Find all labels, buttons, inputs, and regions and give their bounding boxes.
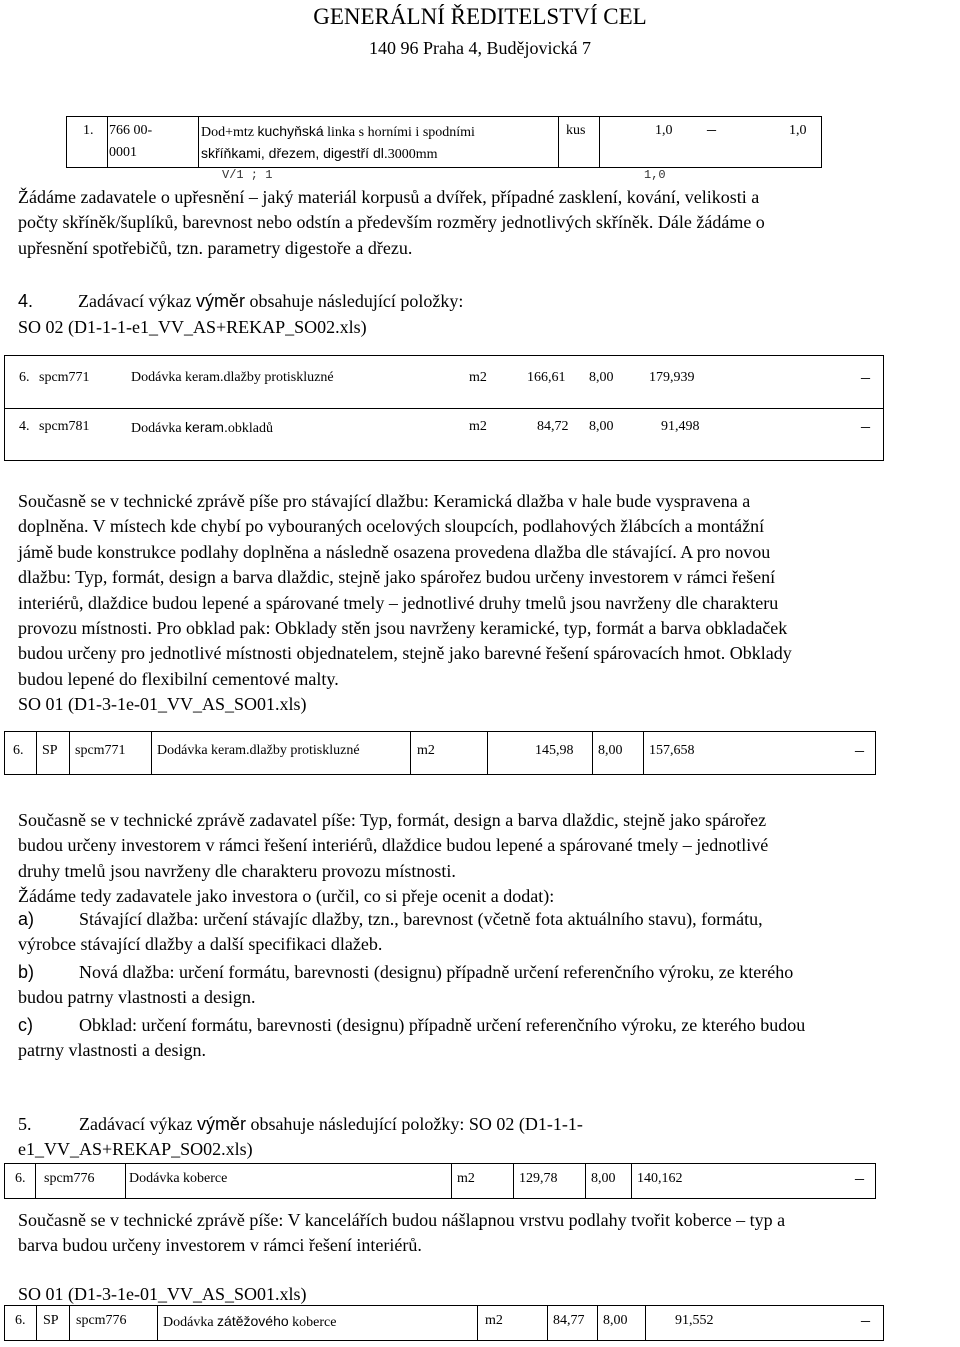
table-cell-desc bbox=[163, 1313, 336, 1331]
text-part: obsahuje následující položky: bbox=[249, 291, 464, 311]
table-cell-qty: 84,72 bbox=[537, 419, 569, 434]
desc-part: kuchyňská bbox=[257, 123, 324, 139]
list-text: patrny vlastnosti a design. bbox=[18, 1040, 206, 1061]
text-line: druhy tmelů jsou navrženy dle charakteru provozu místnosti. bbox=[18, 860, 456, 881]
table-cell-coef: 8,00 bbox=[598, 743, 623, 758]
list-item-a bbox=[18, 907, 763, 958]
text-part: výměr bbox=[195, 291, 245, 311]
text-line: jámě bude konstrukce podlahy doplněna a následně osazena provedena dlažba dle stávající. A pro novou bbox=[18, 541, 771, 562]
table-cell-total: 1,0 bbox=[789, 123, 807, 138]
desc-part: Dodávka bbox=[131, 421, 182, 436]
table-cell-desc: Dodávka koberce bbox=[129, 1171, 228, 1186]
list-text: Nová dlažba: určení formátu, barevnosti (designu) případně určení referenčního výroku, ze kterého bbox=[79, 962, 794, 982]
desc-part: keram. bbox=[185, 419, 228, 435]
text-part: Zadávací výkaz bbox=[78, 291, 192, 311]
table-cell-unit: m2 bbox=[457, 1171, 475, 1186]
list-marker: b) bbox=[18, 962, 35, 982]
text-line: budou určeny investorem v rámci řešení interiérů, dlaždice budou lepené a spárované tmely – jednotlivé bbox=[18, 835, 769, 856]
table-cell-qty: 1,0 bbox=[655, 123, 673, 138]
table-cell-qty: 166,61 bbox=[527, 370, 566, 385]
text-line: budou lepené do flexibilní cementové malty. bbox=[18, 668, 339, 689]
formula-left: V/1 ; 1 bbox=[222, 168, 273, 182]
text-line: barva budou určeny investorem v rámci řešení interiérů. bbox=[18, 1235, 422, 1256]
text-line: Žádáme zadavatele o upřesnění – jaký materiál korpusů a dvířek, případné zasklení, kování, velikosti a bbox=[18, 187, 760, 207]
section-4-file: SO 02 (D1-1-1-e1_VV_AS+REKAP_SO02.xls) bbox=[18, 317, 367, 337]
desc-part: Dod+mtz bbox=[201, 125, 254, 140]
table-cell-coef: 8,00 bbox=[589, 370, 614, 385]
table-cell-unit: m2 bbox=[469, 370, 487, 385]
desc-part: zátěžového bbox=[217, 1313, 289, 1329]
page-address: 140 96 Praha 4, Budějovická 7 bbox=[369, 38, 591, 58]
desc-part: 3000mm bbox=[387, 147, 438, 162]
list-text: budou patrny vlastnosti a design. bbox=[18, 987, 256, 1008]
table-cell-num: 4. bbox=[19, 419, 30, 434]
list-text: výrobce stávající dlažby a další specifikaci dlažeb. bbox=[18, 934, 383, 955]
list-item-c bbox=[18, 1013, 805, 1064]
table-cell-code: spcm776 bbox=[76, 1313, 127, 1328]
table-cell-num: 1. bbox=[83, 123, 94, 138]
text-line: Žádáme tedy zadavatele jako investora o (určil, co si přeje ocenit a dodat): bbox=[18, 886, 555, 907]
table-cell-num: 6. bbox=[15, 1313, 26, 1328]
table-cell-code: spcm771 bbox=[39, 370, 90, 385]
section-number: 5. bbox=[18, 1114, 32, 1134]
table-cell-qty: 145,98 bbox=[535, 743, 574, 758]
text-part: výměr bbox=[196, 1114, 246, 1134]
text-line: doplněna. V místech kde chybí po vybouraných ocelových sloupcích, podlahových žlábcích a montážní bbox=[18, 516, 765, 537]
list-text: Stávající dlažba: určení stávajíc dlažby, tzn., barevnost (včetně fota aktuálního stavu), formátu, bbox=[79, 909, 763, 929]
text-line: Současně se v technické zprávě zadavatel píše: Typ, formát, design a barva dlaždic, stejně jako spárořez bbox=[18, 810, 767, 830]
text-line: provozu místnosti. Pro obklad pak: Obklady stěn jsou navrženy keramické, typ, formát a barva obkladaček bbox=[18, 618, 788, 639]
para-request-1 bbox=[18, 185, 765, 261]
table-cell-code: 0001 bbox=[109, 145, 137, 160]
text-line: Současně se v technické zprávě píše pro stávající dlažbu: Keramická dlažba v hale bude vyspravena a bbox=[18, 491, 751, 511]
table-cell-dash: – bbox=[861, 367, 870, 387]
table-cell-code: spcm781 bbox=[39, 419, 90, 434]
table-carpet-so01 bbox=[4, 1305, 884, 1341]
table-cell-qty: 129,78 bbox=[519, 1171, 558, 1186]
table-cell-code: spcm776 bbox=[44, 1171, 95, 1186]
table-cell-unit: m2 bbox=[469, 419, 487, 434]
table-carpet bbox=[4, 1163, 876, 1199]
list-item-b bbox=[18, 960, 793, 1011]
list-marker: c) bbox=[18, 1015, 33, 1035]
section-4-heading bbox=[18, 289, 463, 314]
text-line: dlažbu: Typ, formát, design a barva dlaždic, stejně jako spárořez budou určeny investorem v rámci řešení bbox=[18, 567, 776, 588]
para-existing-tiles bbox=[18, 489, 792, 718]
table-cell-dash: – bbox=[855, 1168, 864, 1188]
table-cell-sp: SP bbox=[43, 1313, 59, 1328]
table-cell-sp: SP bbox=[42, 743, 58, 758]
desc-part: obkladů bbox=[227, 421, 273, 436]
text-part: Zadávací výkaz bbox=[79, 1114, 193, 1134]
table-cell-total: 91,552 bbox=[675, 1313, 714, 1328]
page-title: GENERÁLNÍ ŘEDITELSTVÍ CEL bbox=[313, 4, 647, 29]
table-cell-total: 140,162 bbox=[637, 1171, 683, 1186]
table-cell-total: 179,939 bbox=[649, 370, 695, 385]
table-cell-unit: m2 bbox=[485, 1313, 503, 1328]
table-cell-num: 6. bbox=[13, 743, 24, 758]
table-cell-coef: 8,00 bbox=[603, 1313, 628, 1328]
text-line: upřesnění spotřebičů, tzn. parametry digestoře a dřezu. bbox=[18, 237, 413, 258]
table-cell-code: spcm771 bbox=[75, 743, 126, 758]
table-cell-desc: Dodávka keram.dlažby protiskluzné bbox=[157, 743, 360, 758]
table-cell-num: 6. bbox=[19, 370, 30, 385]
para-carpet bbox=[18, 1208, 785, 1259]
table-tiles bbox=[4, 355, 884, 461]
table-tiles-so01 bbox=[4, 731, 876, 775]
text-line: interiérů, dlaždice budou lepené a spárované tmely – jednotlivé druhy tmelů jsou navrženy dle charakteru bbox=[18, 592, 779, 613]
section-6-file: SO 01 (D1-3-1e-01_VV_AS_SO01.xls) bbox=[18, 1284, 307, 1304]
text-line: budou určeny pro jednotlivé místnosti objednatelem, stejně jako barevné řešení spárovacích hmot. Obklady bbox=[18, 643, 792, 664]
table-cell-qty: 84,77 bbox=[553, 1313, 585, 1328]
text-line: e1_VV_AS+REKAP_SO02.xls) bbox=[18, 1139, 253, 1160]
table-cell-desc bbox=[201, 123, 475, 141]
table-cell-desc bbox=[131, 419, 273, 437]
table-cell-dash: – bbox=[861, 1310, 870, 1330]
para-investor-request bbox=[18, 808, 768, 910]
table-cell-code: 766 00- bbox=[109, 123, 153, 138]
section-5-heading bbox=[18, 1112, 583, 1163]
desc-part: skříňkami, dřezem, digestří dl. bbox=[201, 145, 388, 161]
desc-part: koberce bbox=[292, 1315, 337, 1330]
table-cell-dash: – bbox=[855, 740, 864, 760]
table-cell-unit: kus bbox=[566, 123, 586, 138]
text-line: počty skříněk/šuplíků, barevnost nebo odstín a především rozměry jednotlivých skříněk. Dále žádáme o bbox=[18, 212, 765, 233]
table-cell-num: 6. bbox=[15, 1171, 26, 1186]
table-cell-dash: – bbox=[707, 119, 716, 139]
table-cell-desc bbox=[201, 145, 438, 163]
desc-part: Dodávka bbox=[163, 1315, 214, 1330]
table-cell-total: 91,498 bbox=[661, 419, 700, 434]
section-number: 4. bbox=[18, 291, 34, 311]
table-cell-coef: 8,00 bbox=[589, 419, 614, 434]
formula-right: 1,0 bbox=[644, 168, 666, 182]
table-cell-coef: 8,00 bbox=[591, 1171, 616, 1186]
list-marker: a) bbox=[18, 909, 35, 929]
table-kitchen bbox=[66, 116, 822, 168]
text-part: obsahuje následující položky: SO 02 (D1-1-1- bbox=[250, 1114, 583, 1134]
list-text: Obklad: určení formátu, barevnosti (designu) případně určení referenčního výroku, ze kterého budou bbox=[79, 1015, 806, 1035]
table-cell-unit: m2 bbox=[417, 743, 435, 758]
table-cell-total: 157,658 bbox=[649, 743, 695, 758]
table-cell-dash: – bbox=[861, 416, 870, 436]
text-line: Současně se v technické zprávě píše: V kancelářích budou nášlapnou vrstvu podlahy tvořit koberce – typ a bbox=[18, 1210, 786, 1230]
text-line: SO 01 (D1-3-1e-01_VV_AS_SO01.xls) bbox=[18, 694, 307, 715]
table-cell-desc: Dodávka keram.dlažby protiskluzné bbox=[131, 370, 334, 385]
desc-part: linka s horními i spodními bbox=[327, 125, 475, 140]
